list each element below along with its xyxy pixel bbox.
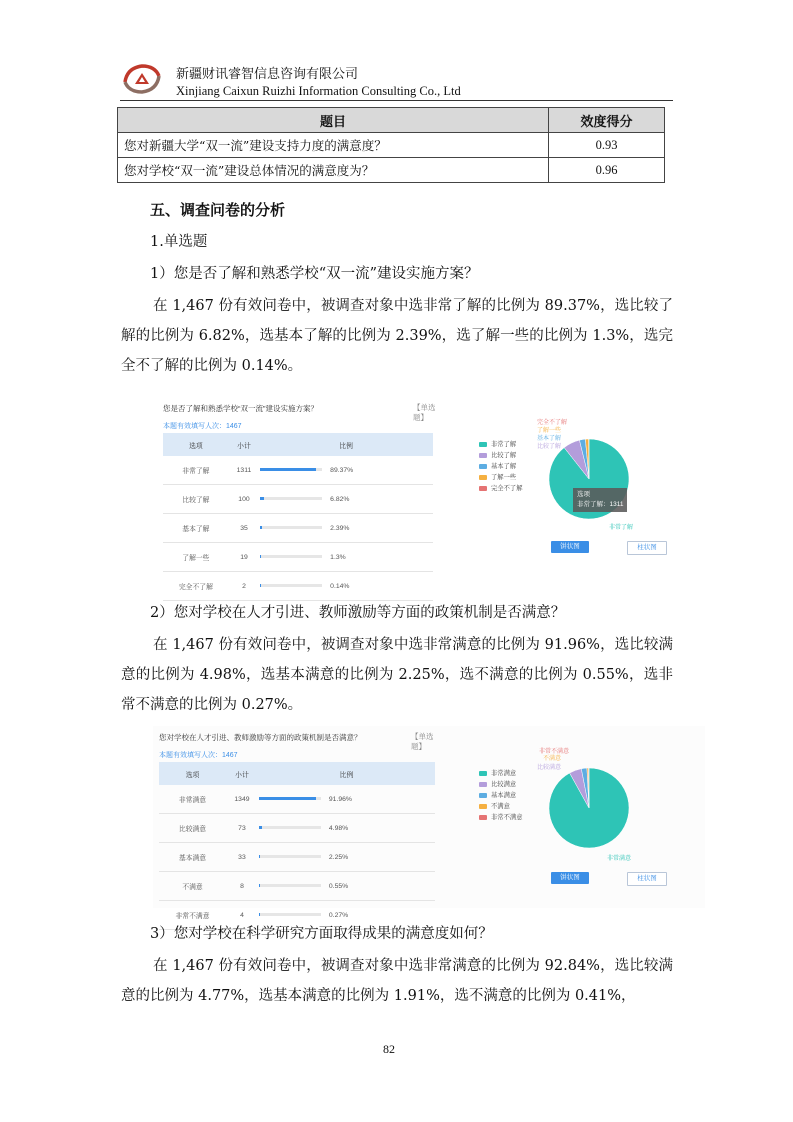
option-count: 1349 [226,785,258,814]
question-1-title: 1）您是否了解和熟悉学校“双一流”建设实施方案？ [150,266,479,282]
pie-chart [537,413,647,533]
header-divider [120,100,673,101]
option-percent: 2.25% [328,853,349,861]
table-row [118,158,665,183]
option-count: 73 [226,814,258,843]
survey-table [159,762,435,930]
pie-tooltip: 选项 非常了解：1311 [573,488,627,512]
percent-bar [259,855,321,858]
table-row [163,572,433,601]
table-header-score: 效度得分 [549,108,665,133]
bar-chart-button[interactable]: 柱状图 [627,872,667,886]
table-header-question: 题目 [118,108,549,133]
bar-chart-button[interactable]: 柱状图 [627,541,667,555]
question-2-text: 在 1,467 份有效问卷中，被调查对象中选非常满意的比例为 91.96%，选比较满意的比例为 4.98%，选基本满意的比例为 2.25%，选不满意的比例为 0.55%，选非常不满意的比例为 0.27%。 [121,637,673,713]
table-row [163,514,433,543]
percent-bar [260,584,322,587]
option-label: 非常满意 [159,785,226,814]
legend-item: 完全不了解 [479,483,522,494]
col-pct: 比例 [258,762,435,785]
option-label: 非常不满意 [159,901,226,930]
option-percent: 0.55% [328,882,349,890]
pie-chart [537,742,647,866]
pie-label-top2: 了解一些 [537,428,562,434]
table-cell-score: 0.93 [549,133,665,158]
pie-label-top2: 不满意 [543,756,562,762]
table-row [159,843,435,872]
option-count: 19 [229,543,259,572]
table-row [163,485,433,514]
option-label: 非常了解 [163,456,229,485]
pie-legend [479,439,522,494]
legend-item: 非常满意 [479,768,522,779]
question-3-text: 在 1,467 份有效问卷中，被调查对象中选非常满意的比例为 92.84%，选比较满意的比例为 4.77%，选基本满意的比例为 1.91%，选不满意的比例为 0.41%， [121,958,673,1004]
percent-bar [260,526,322,529]
pie-label-top4: 比较了解 [537,444,562,450]
validity-score-table [117,107,665,183]
col-count: 小计 [226,762,258,785]
survey-type-tag: 【单选题】 [411,732,434,751]
question-3-title: 3）您对学校在科学研究方面取得成果的满意度如何？ [150,926,493,942]
pie-chart-button[interactable]: 饼状图 [551,872,589,884]
option-label: 比较满意 [159,814,226,843]
subsection-heading: 1.单选题 [150,234,208,250]
table-cell-score: 0.96 [549,158,665,183]
survey-type-tag: 【单选题】 [413,403,436,422]
pie-label-top3: 基本了解 [537,436,562,442]
option-count: 35 [229,514,259,543]
option-count: 1311 [229,456,259,485]
table-row [163,456,433,485]
legend-item: 不满意 [479,801,522,812]
option-percent: 91.96% [328,795,352,803]
legend-item: 非常了解 [479,439,522,450]
option-percent: 1.3% [330,553,346,561]
col-count: 小计 [229,433,259,456]
option-percent: 4.98% [328,824,349,832]
table-row [118,133,665,158]
col-option: 选项 [159,762,226,785]
col-pct: 比例 [259,433,433,456]
percent-bar [260,555,322,558]
survey-result-1 [155,395,695,591]
table-row [159,785,435,814]
percent-bar [259,826,321,829]
legend-item: 基本满意 [479,790,522,801]
table-cell-question: 您对新疆大学“双一流”建设支持力度的满意度？ [118,133,549,158]
percent-bar [260,468,322,471]
option-count: 100 [229,485,259,514]
question-1-text: 在 1,467 份有效问卷中，被调查对象中选非常了解的比例为 89.37%，选比较了解的比例为 6.82%，选基本了解的比例为 2.39%，选了解一些的比例为 1.3%，选完全不了解的比例为 0.14%。 [121,298,673,374]
pie-chart-button[interactable]: 饼状图 [551,541,589,553]
option-percent: 0.27% [328,911,349,919]
option-count: 8 [226,872,258,901]
option-percent: 2.39% [330,524,350,532]
question-2-title: 2）您对学校在人才引进、教师激励等方面的政策机制是否满意？ [150,605,566,621]
option-label: 比较了解 [163,485,229,514]
option-percent: 0.14% [330,582,350,590]
pie-legend [479,768,522,823]
option-percent: 6.82% [330,495,350,503]
legend-item: 非常不满意 [479,812,522,823]
table-header-row [118,108,665,133]
legend-item: 比较了解 [479,450,522,461]
page-number: 82 [383,1042,395,1056]
col-option: 选项 [163,433,229,456]
legend-item: 比较满意 [479,779,522,790]
option-percent: 89.37% [330,466,354,474]
option-label: 基本满意 [159,843,226,872]
survey-title: 您对学校在人才引进、教师激励等方面的政策机制是否满意？ [159,733,362,742]
company-logo [121,62,163,96]
option-count: 33 [226,843,258,872]
option-count: 4 [226,901,258,930]
legend-item: 基本了解 [479,461,522,472]
section-heading: 五、调查问卷的分析 [150,201,286,219]
pie-label-top1: 完全不了解 [537,420,568,426]
table-row [159,872,435,901]
survey-result-2 [153,726,705,920]
survey-title: 您是否了解和熟悉学校“双一流”建设实施方案？ [163,404,318,413]
survey-response-count: 本题有效填写人次：1467 [163,423,242,430]
option-count: 2 [229,572,259,601]
company-name-cn: 新疆财讯睿智信息咨询有限公司 [176,67,359,82]
company-name-en: Xinjiang Caixun Ruizhi Information Consulting Co., Ltd [176,84,461,98]
survey-response-count: 本题有效填写人次：1467 [159,752,238,759]
percent-bar [260,497,322,500]
percent-bar [259,797,321,800]
pie-label-bottom: 非常了解 [609,525,634,531]
percent-bar [259,884,321,887]
legend-item: 了解一些 [479,472,522,483]
option-label: 完全不了解 [163,572,229,601]
pie-label-bottom: 非常满意 [607,856,632,862]
table-row [163,543,433,572]
option-label: 了解一些 [163,543,229,572]
percent-bar [259,913,321,916]
option-label: 不满意 [159,872,226,901]
pie-label-top1: 非常不满意 [539,749,570,755]
table-row [159,814,435,843]
option-label: 基本了解 [163,514,229,543]
pie-label-top3: 比较满意 [537,765,562,771]
table-cell-question: 您对学校“双一流”建设总体情况的满意度为？ [118,158,549,183]
survey-table [163,433,433,601]
